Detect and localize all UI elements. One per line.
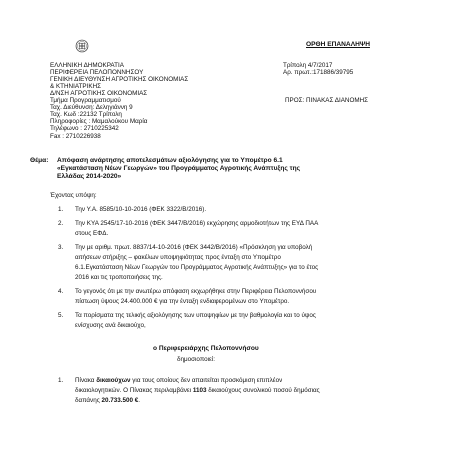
- item-line: ενίσχυσης ανά δικαιούχο,: [75, 322, 146, 329]
- beneficiary-count: 1103: [192, 387, 207, 394]
- decision-emphasis: δικαιούχων: [96, 377, 131, 384]
- header-line: Ταχ. Κωδ :22132 Τρίπολη: [50, 111, 122, 118]
- subject-line: Απόφαση ανάρτησης αποτελεσμάτων αξιολόγησης για το Υπομέτρο 6.1: [57, 157, 283, 164]
- decision-line: [75, 388, 320, 394]
- subject-line: «Εγκατάσταση Νέων Γεωργών» του Προγράμματος Αγροτικής Ανάπτυξης της: [57, 165, 301, 172]
- item-number: 4.: [58, 288, 64, 295]
- header-line: Δ/ΝΣΗ ΑΓΡΟΤΙΚΗΣ ΟΙΚΟΝΟΜΙΑΣ: [50, 90, 148, 97]
- item-line: πίστωση ύψους 24.400.000 € για την ένταξη ενδιαφερομένων στο Υπομέτρο.: [75, 298, 290, 305]
- decision-text: δικαιολογητικών. Ο Πίνακας περιλαμβάνει: [75, 387, 193, 394]
- signatory-title: ο Περιφερειάρχης Πελοποννήσου: [153, 345, 259, 352]
- decision-number: 1.: [58, 377, 64, 384]
- item-line: 2016 και τις τροποποιήσεις της.: [75, 274, 163, 281]
- decision-line: [75, 378, 282, 384]
- item-line: αιτήσεων στήριξης – φακέλων υποψηφιότητας προς ένταξη στο Υπομέτρο: [75, 254, 281, 261]
- item-line: Την Υ.Α. 8585/10-10-2016 (ΦΕΚ 3322/Β/2016).: [75, 206, 207, 213]
- header-line: Fax : 2710226938: [50, 133, 101, 140]
- header-line: Ταχ. Διεύθυνση: Δεληγιάννη 9: [50, 104, 133, 111]
- decision-text: για τους οποίους δεν απαιτείται προσκόμιση επιπλέον: [130, 377, 283, 384]
- decision-word: δημοσιοποιεί:: [177, 356, 215, 363]
- item-line: Τα πορίσματα της τελικής αξιολόγησης των υποψηφίων με την βαθμολογία και το ύψος: [75, 312, 316, 319]
- header-line: Πληροφορίες : Μαμαλούκου Μαρία: [50, 118, 148, 125]
- recipient: ΠΡΟΣ: ΠΙΝΑΚΑΣ ΔΙΑΝΟΜΗΣ: [285, 97, 369, 104]
- item-number: 1.: [58, 206, 64, 213]
- correction-label: ΟΡΘΗ ΕΠΑΝΑΛΗΨΗ: [306, 41, 370, 48]
- item-line: Την με αριθμ. πρωτ. 8837/14-10-2016 (ΦΕΚ 3442/Β/2016) «Πρόσκληση για υποβολή: [75, 244, 313, 251]
- decision-text: .: [138, 397, 141, 404]
- header-line: Τμήμα Προγραμματισμού: [50, 97, 121, 104]
- decision-text: δαπάνης: [75, 397, 102, 404]
- header-line: ΠΕΡΙΦΕΡΕΙΑ ΠΕΛΟΠΟΝΝΗΣΟΥ: [50, 69, 144, 76]
- item-number: 2.: [58, 220, 64, 227]
- item-number: 5.: [58, 312, 64, 319]
- item-line: Την ΚΥΑ 2545/17-10-2016 (ΦΕΚ 3447/Β/2016) εκχώρησης αρμοδιοτήτων της ΕΥΔ ΠΑΑ: [75, 220, 319, 227]
- protocol-number: Αρ. πρωτ.:171886/39795: [283, 69, 354, 76]
- item-line: στους ΕΦΔ.: [75, 230, 109, 237]
- having-regard-label: Έχοντας υπόψη:: [50, 192, 97, 199]
- header-line: ΓΕΝΙΚΗ ΔΙΕΥΘΥΝΣΗ ΑΓΡΟΤΙΚΗΣ ΟΙΚΟΝΟΜΙΑΣ: [50, 76, 189, 83]
- item-line: Το γεγονός ότι με την ανωτέρω απόφαση εκχωρήθηκε στην Περιφέρεια Πελοποννήσου: [75, 288, 317, 295]
- decision-text: δικαιούχους συνολικού ποσού δημόσιας: [206, 387, 320, 394]
- item-line: 6.1.Εγκατάσταση Νέων Γεωργών του Προγράμματος Αγροτικής Ανάπτυξης» για το έτος: [75, 264, 319, 271]
- header-line: & ΚΤΗΝΙΑΤΡΙΚΗΣ: [50, 83, 102, 90]
- decision-line: [75, 398, 140, 404]
- total-amount: 20.733.500 €: [101, 397, 139, 404]
- subject-line: Ελλάδας 2014-2020»: [57, 173, 122, 180]
- subject-label: Θέμα:: [30, 157, 49, 164]
- header-line: ΕΛΛΗΝΙΚΗ ΔΗΜΟΚΡΑΤΙΑ: [50, 62, 124, 69]
- decision-text: Πίνακα: [75, 377, 97, 384]
- document-date: Τρίπολη 4/7/2017: [283, 62, 333, 69]
- greek-emblem-icon: [75, 39, 89, 53]
- header-line: Τηλέφωνο : 2710225342: [50, 125, 119, 132]
- item-number: 3.: [58, 244, 64, 251]
